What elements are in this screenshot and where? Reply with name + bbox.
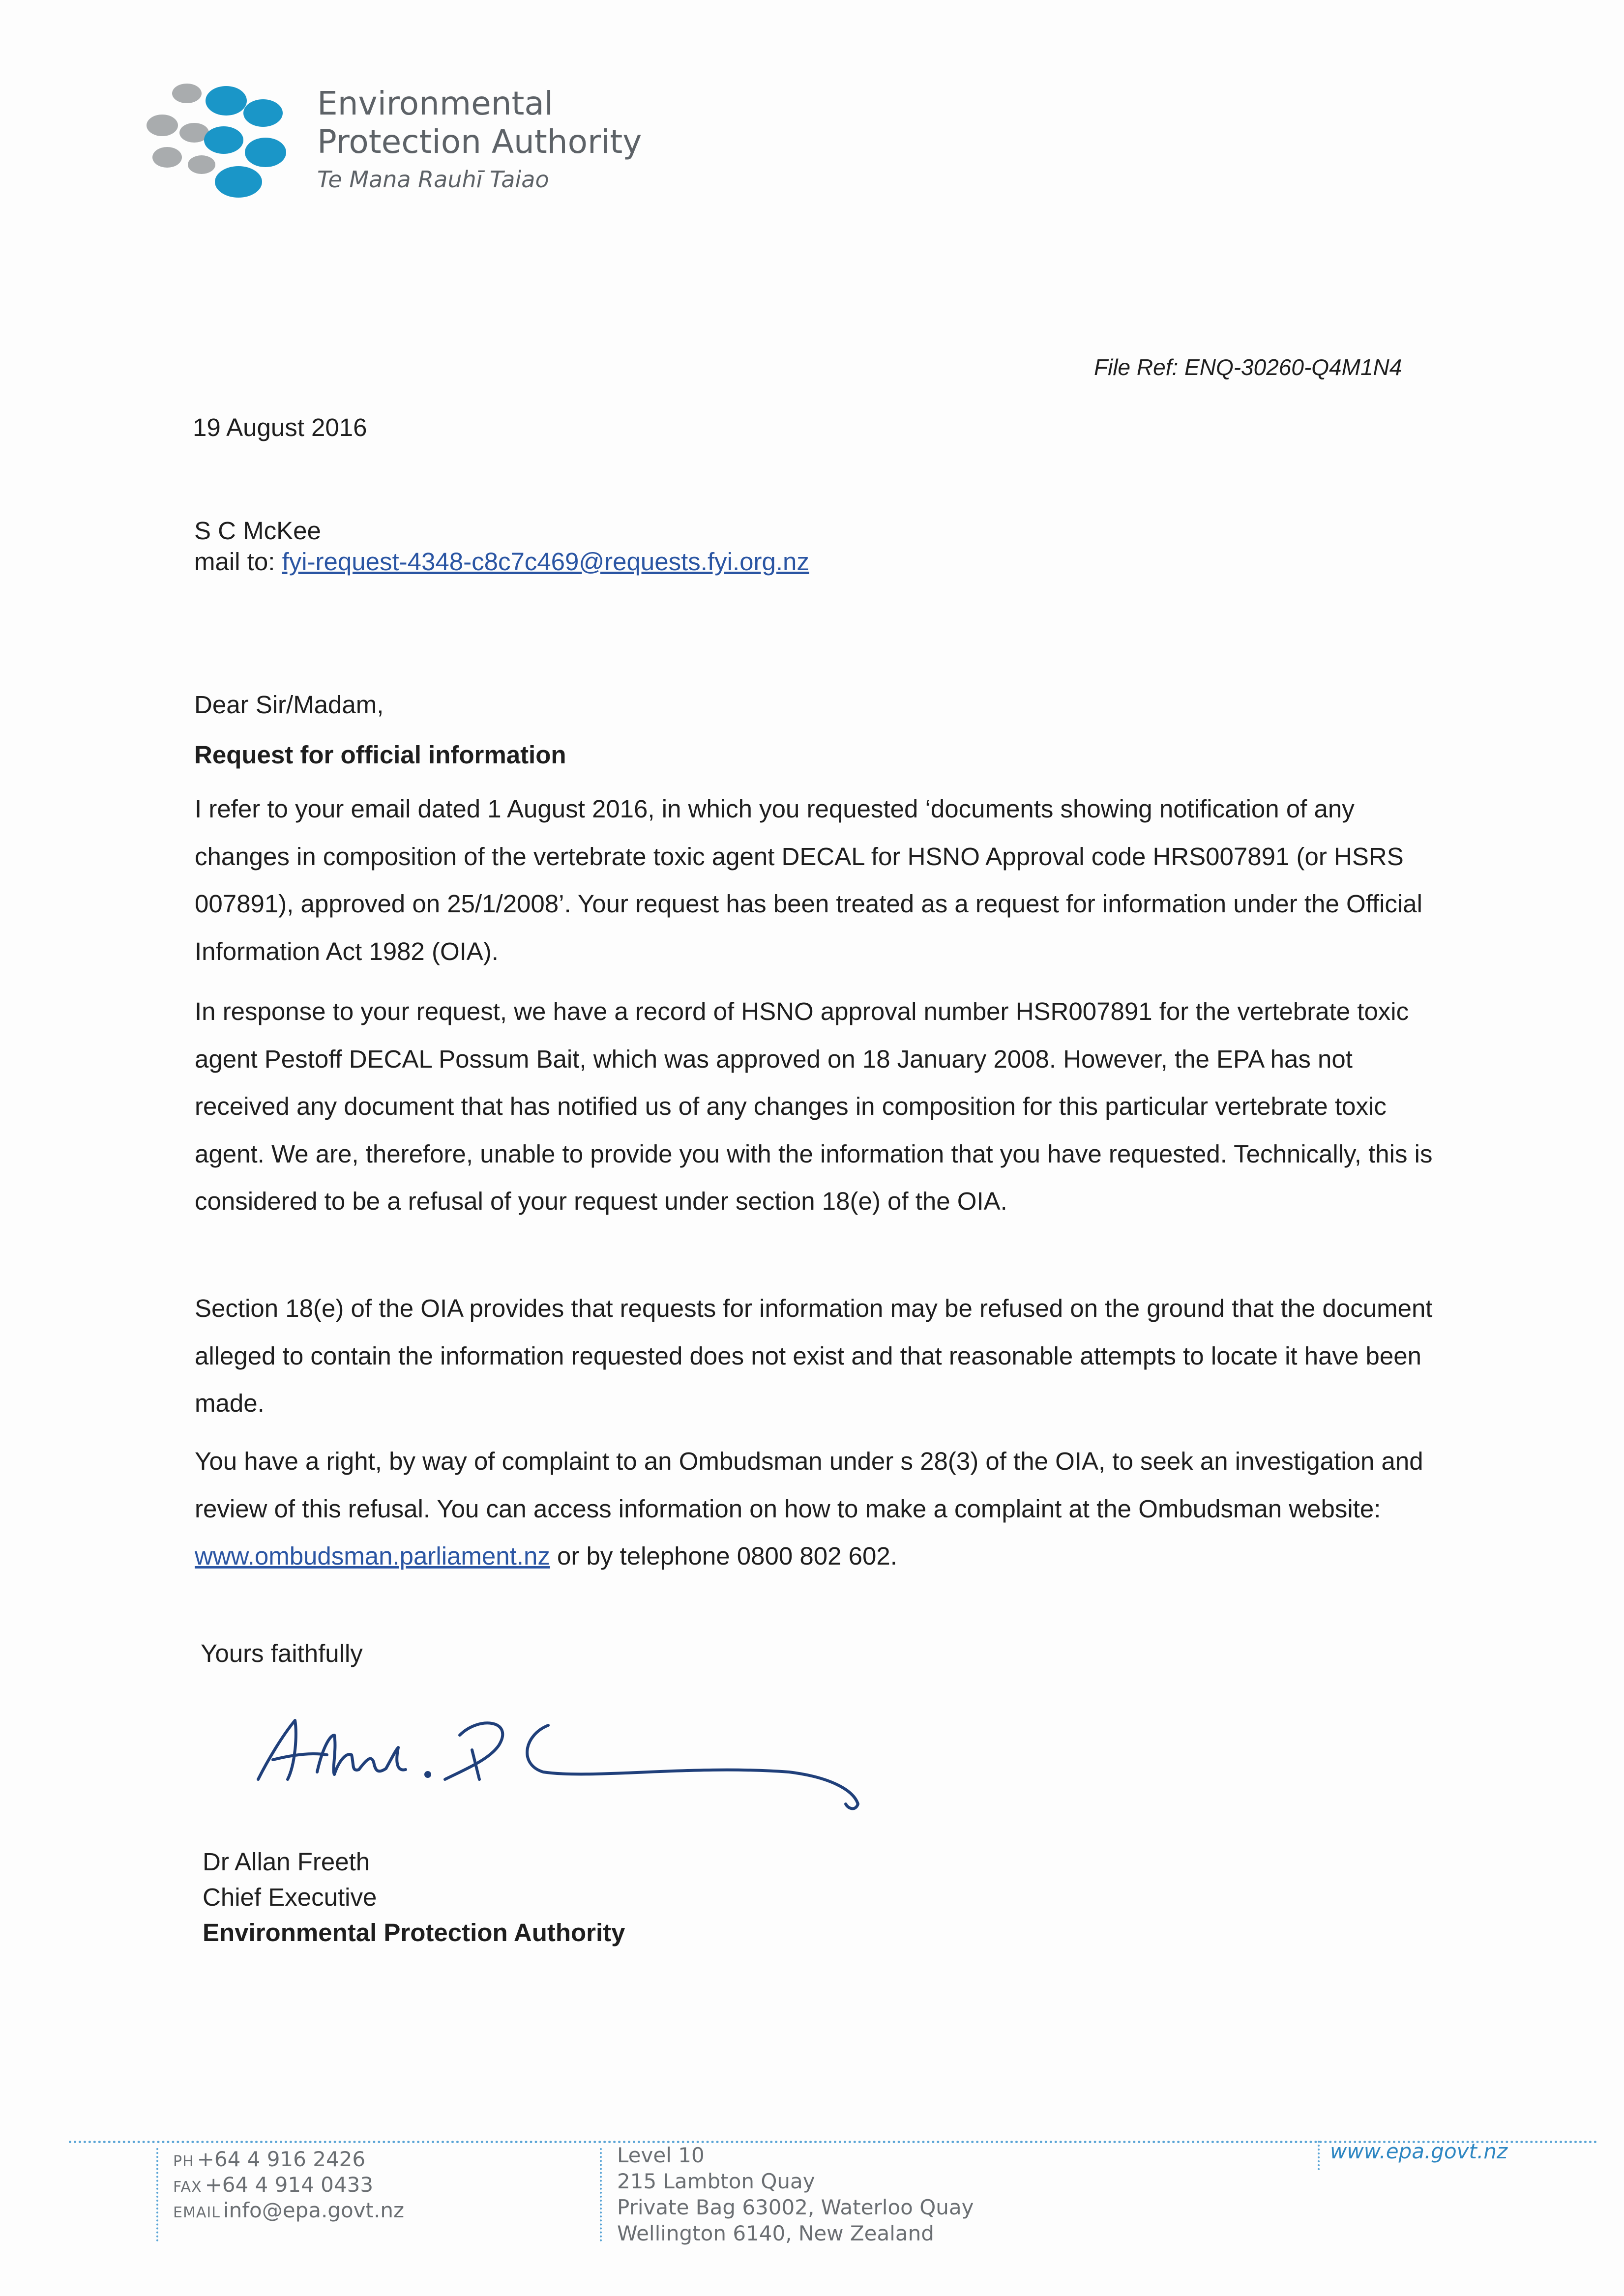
signer-name: Dr Allan Freeth xyxy=(203,1848,370,1876)
body-paragraph-2: In response to your request, we have a record of HSNO approval number HSR007891 for the vertebrate toxic agent Pestoff DECAL Possum Bait, which was approved on 18 January 2008. However, the EPA has not received any document that has notified us of any changes in composition for this particular vertebrate toxic agent. We are, therefore, unable to provide you with the information that you have requested. Technically, this is considered to be a refusal of your request under section 18(e) of the OIA. xyxy=(195,997,1433,1215)
subject-heading: Request for official information xyxy=(194,741,566,769)
footer-address-line: Level 10 xyxy=(617,2143,705,2167)
footer-address-line: 215 Lambton Quay xyxy=(617,2169,815,2193)
phone-label: PH xyxy=(173,2153,194,2170)
body-paragraph-4 xyxy=(195,1438,1444,1580)
recipient-email-link[interactable]: fyi-request-4348-c8c7c469@requests.fyi.org.nz xyxy=(282,548,809,576)
org-maori-name: Te Mana Rauhī Taiao xyxy=(317,166,549,193)
signature-icon xyxy=(248,1706,868,1829)
footer-address-line: Private Bag 63002, Waterloo Quay xyxy=(617,2195,974,2219)
recipient-email-line xyxy=(194,547,809,576)
fax-number: +64 4 914 0433 xyxy=(205,2173,374,2197)
salutation: Dear Sir/Madam, xyxy=(194,691,384,719)
org-name-line1: Environmental xyxy=(317,85,554,122)
recipient-name: S C McKee xyxy=(194,517,321,545)
email-label: EMAIL xyxy=(173,2204,220,2221)
org-name-line2: Protection Authority xyxy=(317,123,642,161)
ombudsman-link[interactable]: www.ombudsman.parliament.nz xyxy=(195,1542,550,1570)
body-paragraph-1: I refer to your email dated 1 August 2016, in which you requested ‘documents showing notification of any changes in composition of the vertebrate toxic agent DECAL for HSNO Approval code HRS007891 (or HSRS 007891), approved on 25/1/2008’. Your request has been treated as a request for information under the Official Information Act 1982 (OIA). xyxy=(195,795,1422,965)
footer-email xyxy=(173,2198,404,2222)
paragraph-4-text: You have a right, by way of complaint to an Ombudsman under s 28(3) of the OIA, to seek an investigation and review of this refusal. You can access information on how to make a complaint at the Ombudsman website: xyxy=(195,1447,1423,1523)
fax-label: FAX xyxy=(173,2179,202,2196)
paragraph-4-text-end: or by telephone 0800 802 602. xyxy=(550,1542,897,1570)
footer-website-link[interactable]: www.epa.govt.nz xyxy=(1330,2139,1507,2163)
footer-separator xyxy=(1318,2141,1320,2170)
footer-separator xyxy=(600,2148,602,2241)
footer-address-line: Wellington 6140, New Zealand xyxy=(617,2221,934,2245)
closing: Yours faithfully xyxy=(201,1639,363,1667)
phone-number: +64 4 916 2426 xyxy=(197,2147,366,2171)
body-paragraph-3: Section 18(e) of the OIA provides that requests for information may be refused on the ground that the document alleged to contain the information requested does not exist and that reasonable attempts to locate it have been made. xyxy=(195,1294,1433,1417)
footer-separator xyxy=(156,2148,158,2241)
file-reference: File Ref: ENQ-30260-Q4M1N4 xyxy=(1094,354,1402,380)
signer-title: Chief Executive xyxy=(203,1883,377,1911)
signer-organisation: Environmental Protection Authority xyxy=(203,1918,625,1947)
mail-to-label: mail to: xyxy=(194,548,275,576)
letter-date: 19 August 2016 xyxy=(193,413,367,441)
footer-fax xyxy=(173,2173,373,2197)
epa-logo-icon xyxy=(140,79,290,199)
footer-phone xyxy=(173,2147,365,2171)
email-address[interactable]: info@epa.govt.nz xyxy=(223,2198,404,2222)
